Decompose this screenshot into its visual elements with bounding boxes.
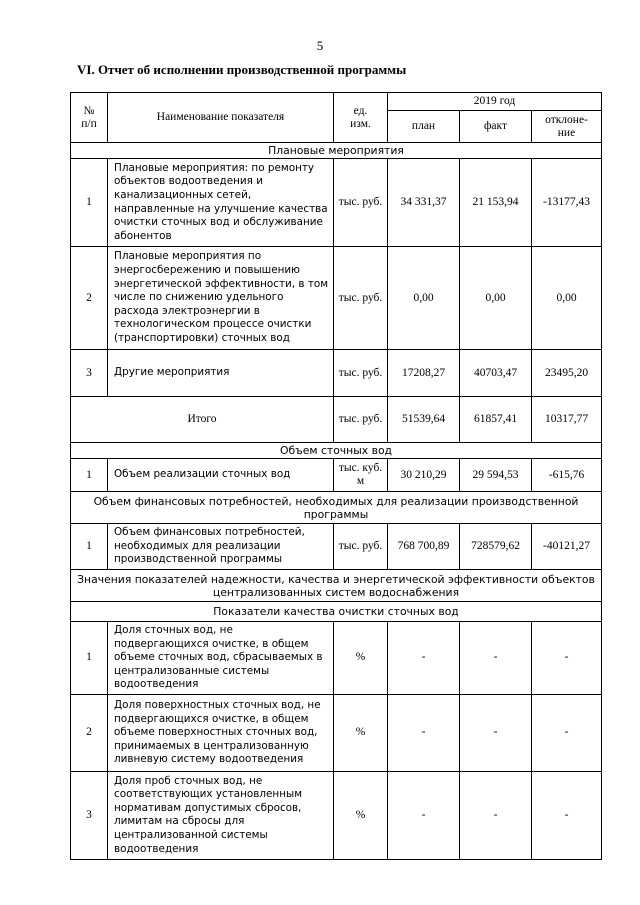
row-plan: - — [388, 694, 460, 771]
row-unit: тыс. руб. — [334, 247, 388, 350]
column-header-deviation: отклоне- ние — [532, 111, 602, 143]
header-row — [71, 93, 602, 111]
column-header-fact: факт — [460, 111, 532, 143]
total-deviation: 10317,77 — [532, 397, 602, 443]
row-deviation: - — [532, 622, 602, 695]
row-unit: тыс. руб. — [334, 350, 388, 397]
row-number: 1 — [71, 459, 108, 492]
row-number: 2 — [71, 247, 108, 350]
column-header-unit: ед. изм. — [334, 93, 388, 143]
table-row — [71, 771, 602, 859]
row-deviation: 23495,20 — [532, 350, 602, 397]
row-name: Объем финансовых потребностей, необходимых для реализации производственной программы — [108, 524, 334, 570]
row-name: Другие мероприятия — [108, 350, 334, 397]
row-name: Плановые мероприятия по энергосбережению и повышению энергетической эффективности, в том числе по снижению удельного расхода электроэнергии в технологическом процессе очистки (транспортировки) сточных вод — [108, 247, 334, 350]
report-heading: VI. Отчет об исполнении производственной программы — [77, 62, 407, 77]
row-plan: 768 700,89 — [388, 524, 460, 570]
row-plan: 30 210,29 — [388, 459, 460, 492]
row-number: 1 — [71, 159, 108, 247]
row-deviation: - — [532, 771, 602, 859]
row-unit: тыс. куб. м — [334, 459, 388, 492]
total-unit: тыс. руб. — [334, 397, 388, 443]
table-row — [71, 524, 602, 570]
row-deviation: -40121,27 — [532, 524, 602, 570]
total-fact: 61857,41 — [460, 397, 532, 443]
row-unit: тыс. руб. — [334, 524, 388, 570]
row-plan: 34 331,37 — [388, 159, 460, 247]
page-number: 5 — [316, 38, 324, 53]
row-unit: % — [334, 771, 388, 859]
row-fact: 40703,47 — [460, 350, 532, 397]
row-unit: % — [334, 622, 388, 695]
row-number: 3 — [71, 771, 108, 859]
table-row — [71, 350, 602, 397]
row-fact: 21 153,94 — [460, 159, 532, 247]
row-plan: 0,00 — [388, 247, 460, 350]
table-row — [71, 159, 602, 247]
row-name: Доля проб сточных вод, не соответствующих установленным нормативам допустимых сбросов, лимитам на сбросы для централизованной системы водоотведения — [108, 771, 334, 859]
row-unit: тыс. руб. — [334, 159, 388, 247]
total-plan: 51539,64 — [388, 397, 460, 443]
row-deviation: 0,00 — [532, 247, 602, 350]
section-finance: Объем финансовых потребностей, необходимых для реализации производственной программы — [71, 492, 602, 524]
row-name: Доля сточных вод, не подвергающихся очистке, в общем объеме сточных вод, сбрасываемых в централизованные системы водоотведения — [108, 622, 334, 695]
row-plan: 17208,27 — [388, 350, 460, 397]
row-plan: - — [388, 771, 460, 859]
table-row — [71, 247, 602, 350]
row-unit: % — [334, 694, 388, 771]
column-header-name: Наименование показателя — [108, 93, 334, 143]
section-planned: Плановые мероприятия — [71, 143, 602, 159]
section-volume: Объем сточных вод — [71, 443, 602, 459]
row-deviation: -615,76 — [532, 459, 602, 492]
row-fact: 728579,62 — [460, 524, 532, 570]
column-header-year: 2019 год — [388, 93, 602, 111]
column-header-plan: план — [388, 111, 460, 143]
row-fact: - — [460, 771, 532, 859]
table-row — [71, 694, 602, 771]
row-name: Объем реализации сточных вод — [108, 459, 334, 492]
row-number: 1 — [71, 622, 108, 695]
row-fact: - — [460, 694, 532, 771]
row-fact: 0,00 — [460, 247, 532, 350]
section-quality: Показатели качества очистки сточных вод — [71, 602, 602, 622]
table-row — [71, 622, 602, 695]
production-program-report-table — [70, 92, 602, 860]
row-plan: - — [388, 622, 460, 695]
row-fact: 29 594,53 — [460, 459, 532, 492]
row-name: Доля поверхностных сточных вод, не подвергающихся очистке, в общем объеме поверхностных сточных вод, принимаемых в централизованную ливневую систему водоотведения — [108, 694, 334, 771]
row-number: 3 — [71, 350, 108, 397]
row-deviation: -13177,43 — [532, 159, 602, 247]
column-header-number: № п/п — [71, 93, 108, 143]
total-label: Итого — [71, 397, 334, 443]
table-row — [71, 459, 602, 492]
row-name: Плановые мероприятия: по ремонту объектов водоотведения и канализационных сетей, направленные на улучшение качества очистки сточных вод и обслуживание абонентов — [108, 159, 334, 247]
section-indicators: Значения показателей надежности, качества и энергетической эффективности объектов централизованных систем водоснабжения — [71, 570, 602, 602]
total-row — [71, 397, 602, 443]
row-fact: - — [460, 622, 532, 695]
row-deviation: - — [532, 694, 602, 771]
row-number: 2 — [71, 694, 108, 771]
row-number: 1 — [71, 524, 108, 570]
